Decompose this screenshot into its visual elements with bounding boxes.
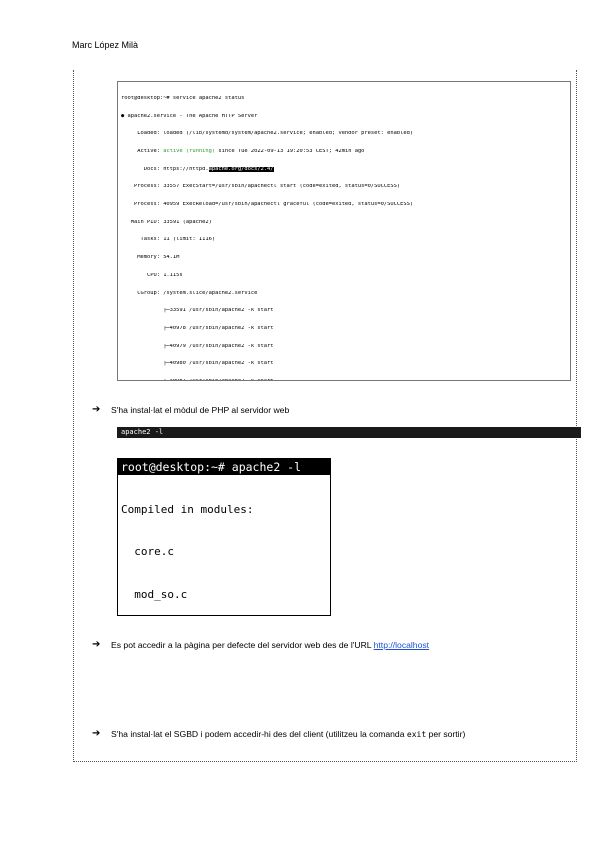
terminal-line: Process: 40959 ExecReload=/usr/sbin/apachectl graceful (code=exited, status=0/SUCCESS) bbox=[121, 202, 414, 208]
docs-highlight: apache.org/docs/2.4/ bbox=[208, 166, 274, 172]
terminal-line: root@desktop:~# service apache2 status bbox=[121, 95, 245, 101]
terminal-line: Compiled in modules: bbox=[121, 503, 254, 517]
terminal-line: Tasks: 11 (limit: 1116) bbox=[121, 237, 216, 243]
arrow-icon: ➔ bbox=[92, 404, 101, 415]
terminal-line bbox=[121, 379, 567, 381]
active-status: active (running) bbox=[163, 148, 216, 154]
terminal-line: Main PID: 33591 (apache2) bbox=[121, 219, 212, 225]
terminal-line-active: Active: active (running) since Tue 2022-09-13 19:20:53 CEST; 42min ago bbox=[121, 148, 365, 154]
terminal-line: Process: 33557 ExecStart=/usr/sbin/apachectl start (code=exited, status=0/SUCCESS) bbox=[121, 184, 401, 190]
author-name: Marc López Milà bbox=[72, 40, 139, 50]
terminal-line: Memory: 54.1M bbox=[121, 255, 180, 261]
bullet-php-module: ➔ S'ha instal·lat el mòdul de PHP al servidor web bbox=[92, 404, 290, 415]
bullet-sgbd: ➔ S'ha instal·lat el SGBD i podem accedir-hi des del client (utilitzeu la comanda exit per sortir) bbox=[92, 728, 466, 739]
module-item: core.c bbox=[121, 545, 174, 559]
terminal-line: CGroup: /system.slice/apache2.service bbox=[121, 290, 258, 296]
arrow-icon: ➔ bbox=[92, 728, 101, 739]
terminal-line: ● apache2.service - The Apache HTTP Server bbox=[121, 113, 258, 119]
terminal-apache-modules bbox=[117, 458, 331, 616]
terminal-line: CPU: 1.115s bbox=[121, 272, 183, 278]
terminal-line: ├─33591 /usr/sbin/apache2 -k start bbox=[121, 308, 274, 314]
command-bar: apache2 -l bbox=[117, 427, 581, 438]
module-item: mod_so.c bbox=[121, 587, 188, 601]
exit-command: exit bbox=[406, 729, 427, 739]
arrow-icon: ➔ bbox=[92, 639, 101, 650]
active-since: since Tue 2022-09-13 19:20:53 CEST; 42min ago bbox=[215, 148, 365, 154]
terminal-line: ├─40980 /usr/sbin/apache2 -k start bbox=[121, 361, 274, 367]
bullet-localhost: ➔ Es pot accedir a la pàgina per defecte del servidor web des de l'URL http://localhost bbox=[92, 639, 430, 650]
terminal-line: ├─40979 /usr/sbin/apache2 -k start bbox=[121, 343, 274, 349]
terminal-prompt-line: root@desktop:~# apache2 -l bbox=[118, 459, 330, 475]
terminal-line: Loaded: loaded (/lib/systemd/system/apache2.service; enabled; vendor preset: enabled) bbox=[121, 131, 414, 137]
localhost-link[interactable]: http://localhost bbox=[373, 639, 430, 650]
terminal-line: ├─40978 /usr/sbin/apache2 -k start bbox=[121, 325, 274, 331]
terminal-line-docs: Docs: https://httpd.apache.org/docs/2.4/ bbox=[121, 166, 274, 172]
terminal-service-status bbox=[117, 81, 571, 381]
